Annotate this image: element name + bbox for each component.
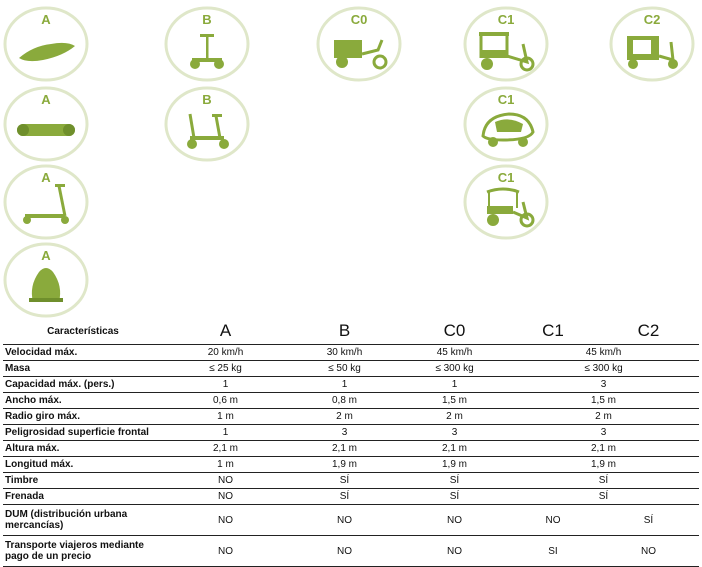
cell-a: NO bbox=[163, 505, 288, 536]
cell-c1-c2: 1,5 m bbox=[508, 393, 699, 409]
badge-label: C0 bbox=[350, 12, 368, 27]
cell-a: 20 km/h bbox=[163, 345, 288, 361]
table-row bbox=[3, 345, 699, 361]
badge-c1-pod bbox=[463, 86, 549, 162]
badge-label: C2 bbox=[643, 12, 661, 27]
table-row bbox=[3, 377, 699, 393]
table-row bbox=[3, 361, 699, 377]
cell-b: 3 bbox=[288, 425, 401, 441]
cell-c0: NO bbox=[401, 536, 508, 567]
header-col-c2: C2 bbox=[637, 321, 660, 340]
cell-b: 2,1 m bbox=[288, 441, 401, 457]
badge-a-hoverboard bbox=[3, 6, 89, 82]
badge-b-scooter-seat bbox=[164, 86, 250, 162]
cell-c1-c2: 45 km/h bbox=[508, 345, 699, 361]
badge-c1-rickshaw bbox=[463, 6, 549, 82]
badge-label: B bbox=[202, 12, 212, 27]
cell-a: NO bbox=[163, 473, 288, 489]
table-header-row bbox=[3, 318, 699, 345]
cell-c1-c2: 1,9 m bbox=[508, 457, 699, 473]
cell-a: 1 bbox=[163, 425, 288, 441]
cell-c1-c2: 2 m bbox=[508, 409, 699, 425]
table-row bbox=[3, 425, 699, 441]
characteristics-table bbox=[3, 318, 699, 567]
badge-label: C1 bbox=[497, 170, 515, 185]
cell-c0: 2,1 m bbox=[401, 441, 508, 457]
cell-b: 2 m bbox=[288, 409, 401, 425]
cell-c1: SI bbox=[508, 536, 598, 567]
cell-c1-c2: 3 bbox=[508, 425, 699, 441]
badge-label: B bbox=[202, 92, 212, 107]
row-label: Radio giro máx. bbox=[3, 409, 163, 425]
badge-a-monowheel bbox=[3, 242, 89, 318]
header-col-a: A bbox=[219, 321, 232, 340]
cell-b: SÍ bbox=[288, 489, 401, 505]
badge-label: A bbox=[41, 170, 51, 185]
cell-b: NO bbox=[288, 505, 401, 536]
cell-c0: 45 km/h bbox=[401, 345, 508, 361]
row-label: Ancho máx. bbox=[3, 393, 163, 409]
row-label: Velocidad máx. bbox=[3, 345, 163, 361]
cell-c2: SÍ bbox=[598, 505, 699, 536]
cell-a: 1 m bbox=[163, 457, 288, 473]
cell-a: 0,6 m bbox=[163, 393, 288, 409]
cell-c0: ≤ 300 kg bbox=[401, 361, 508, 377]
row-label: Capacidad máx. (pers.) bbox=[3, 377, 163, 393]
badge-c2-cargo-trike bbox=[609, 6, 695, 82]
badge-label: C1 bbox=[497, 12, 515, 27]
badge-label: C1 bbox=[497, 92, 515, 107]
cell-a: NO bbox=[163, 489, 288, 505]
cell-c1-c2: 2,1 m bbox=[508, 441, 699, 457]
cell-a: 1 bbox=[163, 377, 288, 393]
cell-c1-c2: SÍ bbox=[508, 473, 699, 489]
cell-b: SÍ bbox=[288, 473, 401, 489]
badge-label: A bbox=[41, 248, 51, 263]
row-label: Longitud máx. bbox=[3, 457, 163, 473]
header-col-c1: C1 bbox=[542, 321, 564, 340]
badge-c1-trike bbox=[463, 164, 549, 240]
cell-c0: NO bbox=[401, 505, 508, 536]
cell-c1: NO bbox=[508, 505, 598, 536]
row-label: Transporte viajeros mediante pago de un precio bbox=[3, 536, 163, 567]
row-label: Masa bbox=[3, 361, 163, 377]
cell-c1-c2: SÍ bbox=[508, 489, 699, 505]
cell-b: 1,9 m bbox=[288, 457, 401, 473]
badge-a-kick-scooter bbox=[3, 164, 89, 240]
cell-b: NO bbox=[288, 536, 401, 567]
table-row bbox=[3, 505, 699, 536]
badge-a-hoverboard-board bbox=[3, 86, 89, 162]
table-row bbox=[3, 409, 699, 425]
table-row bbox=[3, 473, 699, 489]
header-col-c0: C0 bbox=[443, 321, 466, 340]
cell-c0: SÍ bbox=[401, 489, 508, 505]
cell-b: 1 bbox=[288, 377, 401, 393]
table-row bbox=[3, 536, 699, 567]
cell-b: ≤ 50 kg bbox=[288, 361, 401, 377]
cell-a: ≤ 25 kg bbox=[163, 361, 288, 377]
cell-a: NO bbox=[163, 536, 288, 567]
row-label: Peligrosidad superficie frontal bbox=[3, 425, 163, 441]
header-label: Características bbox=[47, 325, 119, 337]
row-label: Timbre bbox=[3, 473, 163, 489]
badge-c0-cargo bbox=[316, 6, 402, 82]
cell-c0: SÍ bbox=[401, 473, 508, 489]
badge-label: A bbox=[41, 92, 51, 107]
cell-b: 30 km/h bbox=[288, 345, 401, 361]
table-row bbox=[3, 441, 699, 457]
cell-c0: 1,5 m bbox=[401, 393, 508, 409]
cell-c0: 1 bbox=[401, 377, 508, 393]
header-col-b: B bbox=[338, 321, 351, 340]
table-row bbox=[3, 393, 699, 409]
row-label: DUM (distribución urbana mercancías) bbox=[3, 505, 163, 536]
table-row bbox=[3, 489, 699, 505]
cell-c1-c2: 3 bbox=[508, 377, 699, 393]
cell-b: 0,8 m bbox=[288, 393, 401, 409]
row-label: Altura máx. bbox=[3, 441, 163, 457]
cell-a: 2,1 m bbox=[163, 441, 288, 457]
badge-label: A bbox=[41, 12, 51, 27]
cell-c0: 1,9 m bbox=[401, 457, 508, 473]
badge-b-segway bbox=[164, 6, 250, 82]
row-label: Frenada bbox=[3, 489, 163, 505]
cell-a: 1 m bbox=[163, 409, 288, 425]
cell-c0: 3 bbox=[401, 425, 508, 441]
cell-c0: 2 m bbox=[401, 409, 508, 425]
cell-c1-c2: ≤ 300 kg bbox=[508, 361, 699, 377]
cell-c2: NO bbox=[598, 536, 699, 567]
table-row bbox=[3, 457, 699, 473]
